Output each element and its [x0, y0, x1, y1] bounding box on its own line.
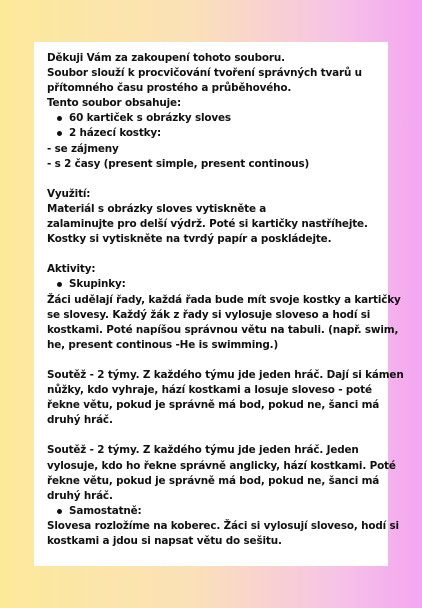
contest-2-text-1: Soutěž - 2 týmy. Z každého týmu jde jeden hráč. Jeden [47, 444, 359, 457]
thanks-text: Děkuji Vám za zakoupení tohoto souboru. [47, 52, 285, 64]
contest-2-text-2: vylosuje, kdo ho řekne správně anglicky, hází kostkami. Poté [47, 459, 396, 472]
group-activity-list [47, 277, 378, 292]
purpose-text-2: přítomného času prostého a průběhového. [47, 82, 292, 95]
list-item [57, 126, 378, 141]
usage-text-1: Materiál s obrázky sloves vytiskněte a [47, 202, 267, 215]
bullet-icon [57, 282, 62, 287]
group-text-4: he, present continous -He is swimming.) [47, 338, 279, 351]
group-label: Skupinky: [69, 278, 126, 291]
solo-label: Samostatně: [69, 504, 142, 517]
spacer [47, 172, 378, 187]
contest-1-text-1: Soutěž - 2 týmy. Z každého týmu jde jeden hráč. Dají si kámen [47, 368, 404, 381]
contest-1-text-2: nůžky, kdo vyhraje, hází kostkami a losuje sloveso - poté [47, 384, 372, 397]
group-text-3: kostkami. Poté napíšou správnou větu na tabuli. (např. swim, [47, 323, 399, 336]
usage-heading: Využití: [47, 187, 91, 200]
activities-heading: Aktivity: [47, 263, 96, 276]
contents-list [47, 111, 378, 141]
solo-activity-list [47, 504, 378, 519]
usage-text-3: Kostky si vytiskněte na tvrdý papír a poskládejte. [47, 233, 332, 246]
contest-2-text-4: druhý hráč. [47, 489, 113, 502]
dice-pronouns-text: - se zájmeny [47, 142, 119, 155]
dice-tenses-text: - s 2 časy (present simple, present continous) [47, 157, 310, 170]
list-item-text: 60 kartiček s obrázky sloves [69, 112, 231, 125]
spacer [47, 428, 378, 443]
list-item-text: 2 házecí kostky: [69, 127, 162, 140]
bullet-icon [57, 131, 62, 136]
bullet-icon [57, 509, 62, 514]
contest-1-text-3: řekne větu, pokud je správně má bod, pokud ne, šanci má [47, 399, 380, 412]
group-text-2: se slovesy. Každý žák z řady si vylosuje sloveso a hodí si [47, 308, 371, 321]
solo-text-1: Slovesa rozložíme na koberec. Žáci si vylosují sloveso, hodí si [47, 519, 399, 532]
contents-heading: Tento soubor obsahuje: [47, 97, 181, 110]
bullet-icon [57, 116, 62, 121]
spacer [47, 247, 378, 262]
group-text-1: Žáci udělají řady, každá řada bude mít svoje kostky a kartičky [47, 293, 401, 306]
purpose-text-1: Soubor slouží k procvičování tvoření správných tvarů u [47, 67, 362, 80]
contest-2-text-3: řekne větu, pokud je správně má bod, pokud ne, šanci má [47, 474, 380, 487]
contest-1-text-4: druhý hráč. [47, 414, 113, 427]
list-item [57, 111, 378, 126]
document-card [34, 42, 404, 566]
usage-text-2: zalaminujte pro delší výdrž. Poté si kartičky nastříhejte. [47, 218, 368, 231]
spacer [47, 353, 378, 368]
solo-text-2: kostkami a jdou si napsat větu do sešitu. [47, 535, 282, 547]
list-item [57, 277, 378, 292]
list-item [57, 504, 378, 519]
